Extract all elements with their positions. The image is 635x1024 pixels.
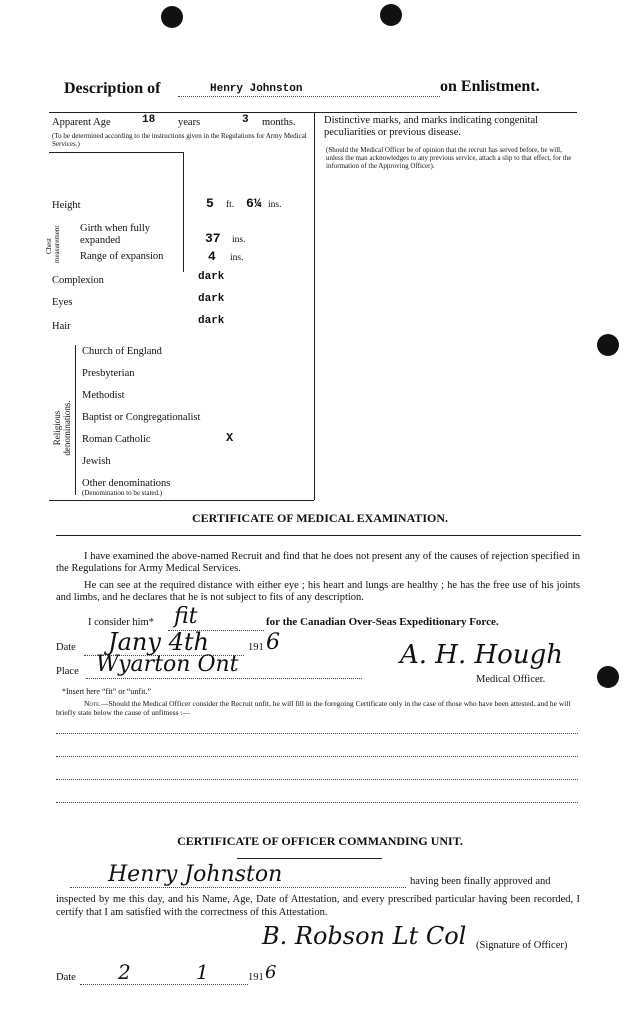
punch-hole-right-2 bbox=[597, 666, 619, 688]
age-years-label: years bbox=[178, 117, 201, 128]
title-prefix: Description of bbox=[64, 80, 161, 97]
height-label: Height bbox=[52, 200, 81, 211]
officer-text-1: having been finally approved and bbox=[410, 876, 551, 887]
girth-label: Girth when fully expanded bbox=[80, 223, 150, 246]
distinctive-marks-note: (Should the Medical Officer be of opinion that the recruit has served before, he will, unless the man acknowledges to any previous service, attach a slip to that effect, for the information of the Approving Officer). bbox=[326, 146, 572, 170]
unfitness-line-4 bbox=[56, 802, 578, 803]
medical-date-label: Date bbox=[56, 642, 76, 653]
religion-item-jewish: Jewish bbox=[82, 456, 111, 467]
medical-year-prefix: 191 bbox=[248, 642, 264, 653]
medical-place-label: Place bbox=[56, 666, 79, 677]
girth-unit: ins. bbox=[232, 235, 246, 245]
punch-hole-right-1 bbox=[597, 334, 619, 356]
unfitness-line-3 bbox=[56, 779, 578, 780]
age-years-value: 18 bbox=[142, 114, 156, 126]
religion-side-label: Religious denominations. bbox=[52, 400, 72, 456]
consider-label: I consider him* bbox=[88, 617, 154, 628]
officer-certificate-heading: CERTIFICATE OF OFFICER COMMANDING UNIT. bbox=[177, 834, 463, 848]
eyes-value: dark bbox=[198, 293, 225, 305]
officer-date-day: 2 bbox=[118, 960, 131, 984]
medical-para-1: I have examined the above-named Recruit and find that he does not present any of the causes of rejection specified in the Regulations for Army Medical Services. bbox=[56, 551, 580, 574]
punch-hole-top-right bbox=[380, 4, 402, 26]
officer-year-prefix: 191 bbox=[248, 972, 264, 983]
eyes-label: Eyes bbox=[52, 297, 73, 308]
officer-date-month: 1 bbox=[196, 960, 209, 984]
consider-suffix: for the Canadian Over-Seas Expeditionary Force. bbox=[266, 616, 499, 628]
hair-label: Hair bbox=[52, 321, 71, 332]
height-ins-label: ins. bbox=[268, 200, 282, 210]
unfitness-line-1 bbox=[56, 733, 578, 734]
religion-item-roman-catholic: Roman Catholic bbox=[82, 434, 151, 445]
height-ins-value: 6¼ bbox=[246, 196, 262, 211]
page-title bbox=[64, 78, 584, 102]
officer-year-digit: 6 bbox=[265, 962, 277, 983]
officer-signature-label: (Signature of Officer) bbox=[476, 940, 568, 951]
height-ft-value: 5 bbox=[206, 196, 214, 211]
distinctive-marks-heading: Distinctive marks, and marks indicating congenital peculiarities or previous disease. bbox=[324, 115, 539, 138]
age-row bbox=[52, 114, 312, 128]
religion-item-baptist: Baptist or Congregationalist bbox=[82, 412, 201, 423]
religion-item-methodist: Methodist bbox=[82, 390, 125, 401]
medical-note-text: —Should the Medical Officer consider the Recruit unfit, he will fill in the foregoing Certificate only in the case of those who have been attested, and he will briefly state below the cause of unfitness :— bbox=[56, 699, 571, 717]
commanding-officer-signature: B. Robson Lt Col bbox=[262, 922, 467, 950]
complexion-label: Complexion bbox=[52, 275, 104, 286]
religion-item-presbyterian: Presbyterian bbox=[82, 368, 135, 379]
religion-item-church-of-england: Church of England bbox=[82, 346, 162, 357]
medical-footnote: *Insert here “fit” or “unfit.” bbox=[62, 687, 152, 696]
age-months-value: 3 bbox=[242, 114, 249, 126]
range-value: 4 bbox=[208, 249, 216, 264]
religion-mark-roman-catholic: X bbox=[226, 431, 234, 445]
girth-value: 37 bbox=[205, 231, 221, 246]
medical-note-label: Note. bbox=[84, 699, 102, 708]
officer-date-label: Date bbox=[56, 972, 76, 983]
medical-certificate-heading: CERTIFICATE OF MEDICAL EXAMINATION. bbox=[191, 511, 449, 525]
unfitness-line-2 bbox=[56, 756, 578, 757]
table-top-border bbox=[49, 112, 577, 113]
religion-item-other: Other denominations bbox=[82, 478, 171, 489]
title-suffix: on Enlistment. bbox=[440, 78, 540, 95]
age-note: (To be determined according to the instructions given in the Regulations for Army Medical Services.) bbox=[52, 132, 307, 148]
medical-officer-signature: A. H. Hough bbox=[400, 640, 563, 670]
medical-officer-label: Medical Officer. bbox=[476, 674, 546, 685]
recruit-signature: Henry Johnston bbox=[108, 862, 283, 887]
medical-date-value: Jany 4th bbox=[108, 628, 209, 656]
chest-side-label: Chest measurement bbox=[45, 225, 61, 263]
height-ft-label: ft. bbox=[226, 200, 235, 210]
officer-text-2: inspected by me this day, and his Name, Age, Date of Attestation, and every prescribed particular having been recorded, I certify that I am satisfied with the correctness of this Attestation. bbox=[56, 894, 580, 918]
medical-note bbox=[56, 699, 578, 717]
religion-other-note: (Denomination to be stated.) bbox=[82, 489, 163, 497]
punch-hole-top-left bbox=[161, 6, 183, 28]
hair-value: dark bbox=[198, 315, 225, 327]
age-months-label: months. bbox=[262, 117, 296, 128]
medical-place-value: Wyarton Ont bbox=[96, 652, 239, 677]
age-label: Apparent Age bbox=[52, 117, 111, 128]
table-bottom-border bbox=[49, 500, 314, 501]
medical-year-digit: 6 bbox=[266, 630, 280, 655]
range-unit: ins. bbox=[230, 253, 244, 263]
consider-value: fit bbox=[174, 604, 198, 629]
range-label: Range of expansion bbox=[80, 251, 164, 262]
table-middle-divider bbox=[314, 112, 315, 500]
complexion-value: dark bbox=[198, 271, 225, 283]
recruit-name: Henry Johnston bbox=[210, 83, 303, 95]
medical-para-2: He can see at the required distance with either eye ; his heart and lungs are healthy ; he has the free use of his joints and limbs, and he declares that he is not subject to fits of any description. bbox=[56, 580, 580, 603]
